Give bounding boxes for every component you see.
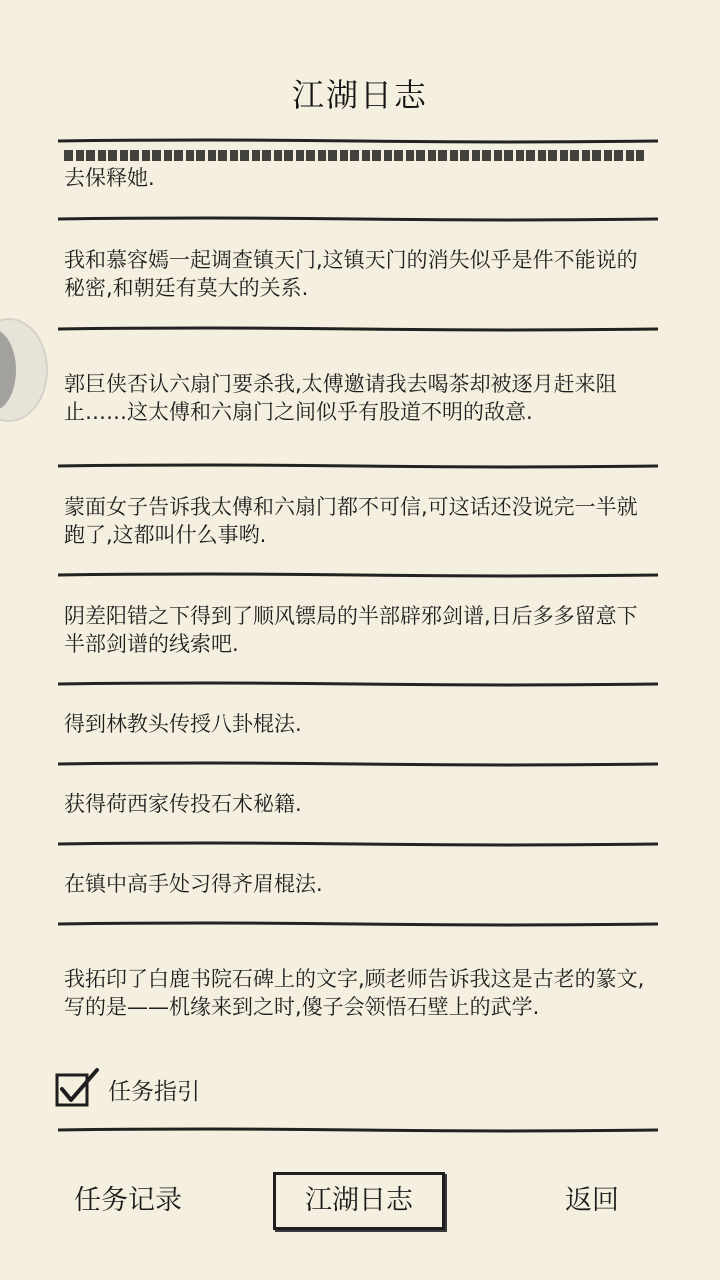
journal-entry-text: 得到林教头传授八卦棍法. [64,712,302,736]
journal-entry [58,144,658,216]
bottom-nav [0,1172,720,1232]
journal-entry-text: 阴差阳错之下得到了顺风镖局的半部辟邪剑谱,日后多多留意下半部剑谱的线索吧. [64,603,638,656]
task-guide-label: 任务指引 [108,1078,200,1105]
tab-jianghu-journal[interactable]: 江湖日志 [273,1172,445,1230]
journal-entry-text: 在镇中高手处习得齐眉棍法. [64,872,323,896]
journal-entry [58,222,658,326]
journal-entry [58,847,658,921]
journal-entry [58,578,658,681]
journal-entry-text: 我和慕容嫣一起调查镇天门,这镇天门的消失似乎是件不能说的秘密,和朝廷有莫大的关系. [64,248,638,300]
divider [58,1118,658,1137]
journal-entry-text: 蒙面女子告诉我太傅和六扇门都不可信,可这话还没说完一半就跑了,这都叫什么事哟. [64,494,638,547]
journal-entry-text: 去保释她. [64,166,155,190]
checkmark-icon [54,1067,100,1107]
page-title: 江湖日志 [291,76,428,114]
journal-entry [58,927,658,1053]
journal-entry-text: 郭巨侠否认六扇门要杀我,太傅邀请我去喝茶却被逐月赶来阻止……这太傅和六扇门之间似乎有股道不明的敌意. [64,371,617,424]
chat-bubble-icon [0,354,4,384]
back-button[interactable]: 返回 [565,1185,619,1216]
journal-entry-text: 获得荷西家传投石术秘籍. [64,792,302,816]
task-guide-toggle[interactable] [56,1066,200,1112]
journal-entry-text: 我拓印了白鹿书院石碑上的文字,顾老师告诉我这是古老的篆文,写的是——机缘来到之时,傻子会领悟石壁上的武学. [64,966,645,1019]
journal-entry [58,332,658,463]
tab-task-records[interactable]: 任务记录 [74,1185,182,1216]
task-guide-checkbox[interactable] [56,1071,92,1107]
journal-entry [58,687,658,761]
journal-entry [58,469,658,572]
floating-assistant-button[interactable] [0,320,46,420]
journal-entry [58,767,658,841]
journal-list[interactable] [58,138,658,1053]
